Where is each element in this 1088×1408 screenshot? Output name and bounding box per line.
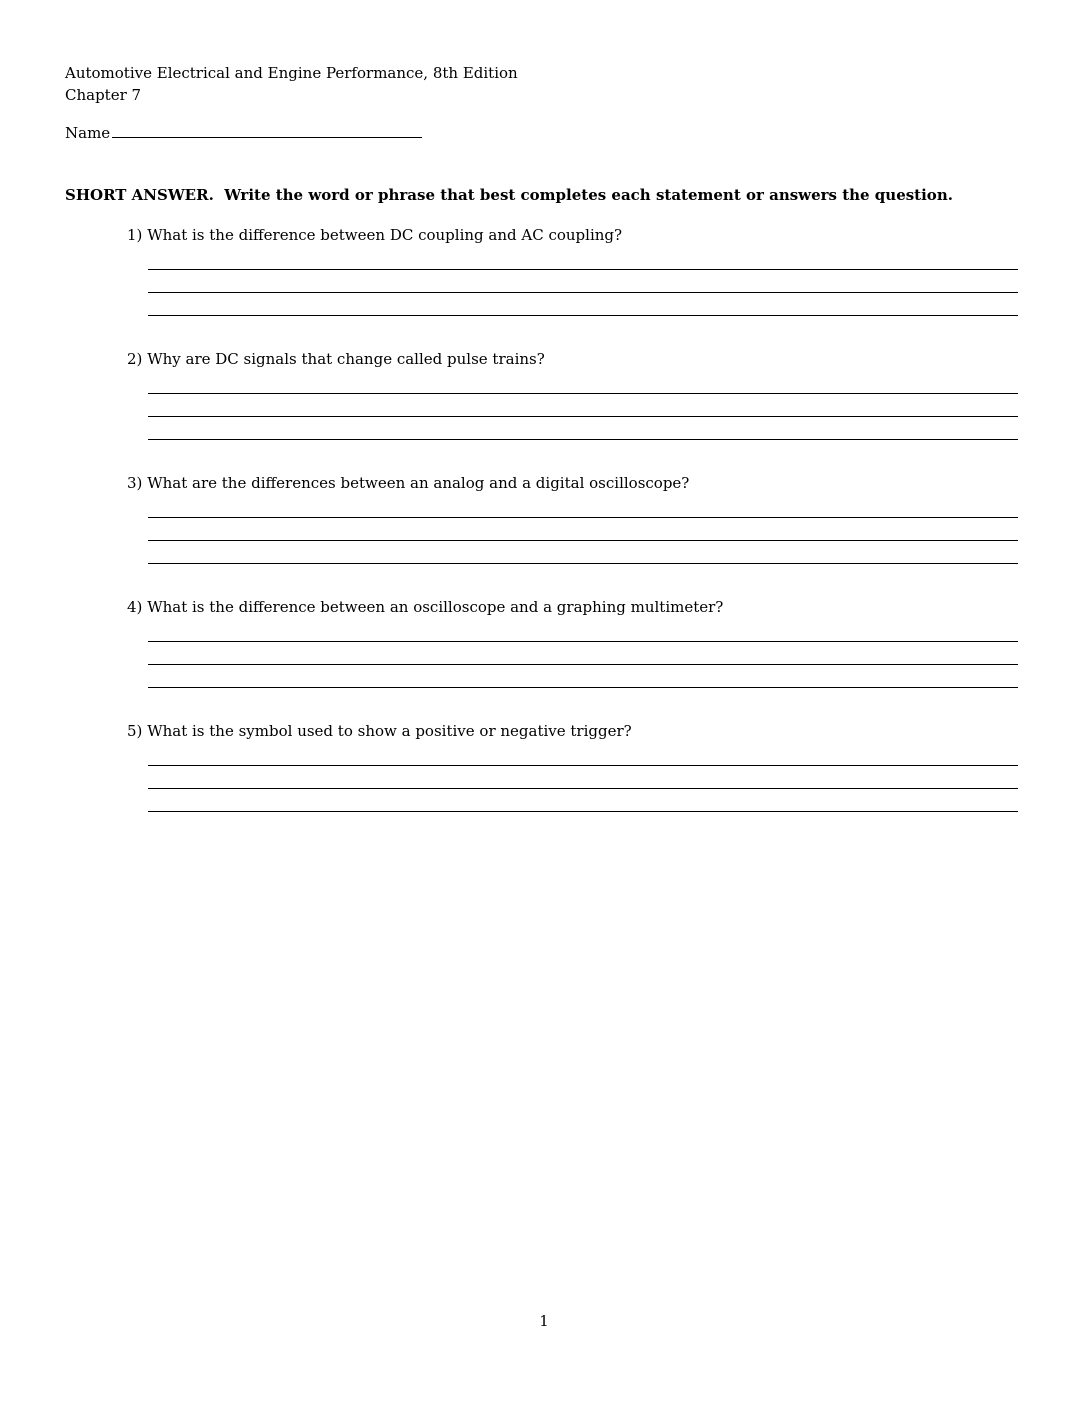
name-blank-line <box>112 123 422 138</box>
answer-line <box>148 811 1018 834</box>
answer-line <box>148 664 1018 687</box>
answer-line <box>148 393 1018 416</box>
answer-line <box>148 788 1018 811</box>
answer-lines <box>148 269 1018 338</box>
question-label: What is the symbol used to show a positive or negative trigger? <box>147 722 632 740</box>
answer-line <box>148 540 1018 563</box>
question-block-5 <box>65 720 1023 834</box>
question-label: What is the difference between an oscilloscope and a graphing multimeter? <box>147 598 724 616</box>
question-text <box>127 224 1023 246</box>
question-label: What is the difference between DC coupling and AC coupling? <box>147 226 623 244</box>
answer-line <box>148 517 1018 540</box>
document-title: Automotive Electrical and Engine Performance, 8th Edition <box>65 64 518 82</box>
document-header <box>65 62 1023 106</box>
question-text <box>127 348 1023 370</box>
answer-line <box>148 765 1018 788</box>
answer-line <box>148 439 1018 462</box>
name-label: Name <box>65 124 111 142</box>
answer-lines <box>148 765 1018 834</box>
question-label: Why are DC signals that change called pulse trains? <box>147 350 545 368</box>
answer-line <box>148 641 1018 664</box>
answer-lines <box>148 393 1018 462</box>
question-number: 3) <box>127 474 143 492</box>
answer-line <box>148 315 1018 338</box>
question-number: 5) <box>127 722 143 740</box>
question-text <box>127 472 1023 494</box>
question-text <box>127 596 1023 618</box>
question-number: 2) <box>127 350 143 368</box>
answer-line <box>148 416 1018 439</box>
question-number: 1) <box>127 226 143 244</box>
question-text <box>127 720 1023 742</box>
page-number: 1 <box>539 1312 549 1330</box>
answer-line <box>148 563 1018 586</box>
question-block-3 <box>65 472 1023 586</box>
question-block-1 <box>65 224 1023 338</box>
answer-line <box>148 269 1018 292</box>
answer-lines <box>148 517 1018 586</box>
answer-line <box>148 292 1018 315</box>
answer-line <box>148 687 1018 710</box>
question-label: What are the differences between an analog and a digital oscilloscope? <box>147 474 690 492</box>
answer-lines <box>148 641 1018 710</box>
section-heading: SHORT ANSWER. Write the word or phrase that best completes each statement or answers the question. <box>65 186 953 204</box>
chapter-label: Chapter 7 <box>65 86 142 104</box>
question-number: 4) <box>127 598 143 616</box>
name-row <box>65 122 1023 144</box>
question-block-4 <box>65 596 1023 710</box>
question-block-2 <box>65 348 1023 462</box>
